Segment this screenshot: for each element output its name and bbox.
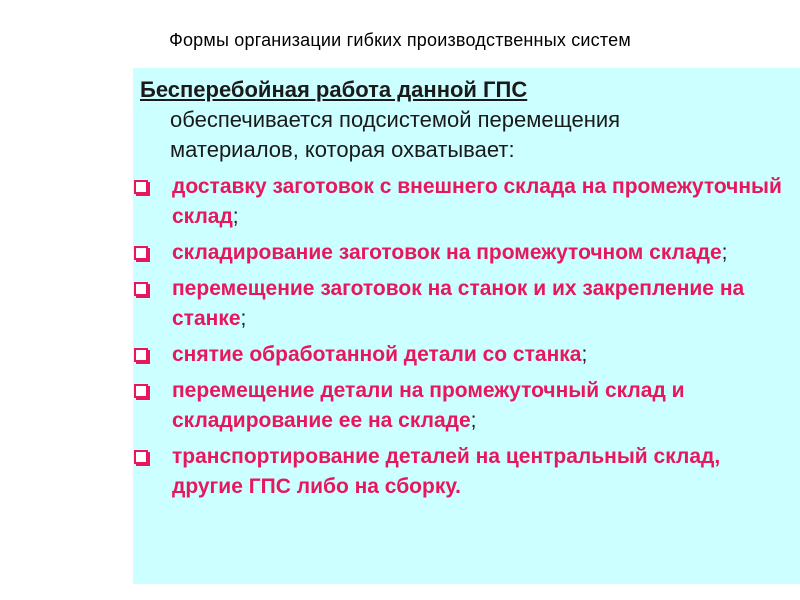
bullet-list [0,172,800,508]
list-item [0,172,800,232]
bullet-text: доставку заготовок с внешнего склада на промежуточный склад [172,175,782,228]
bullet-text: транспортирование деталей на центральный склад, другие ГПС либо на сборку. [172,445,721,498]
bullet-end: ; [470,409,477,432]
list-item [0,376,800,436]
list-item [0,442,800,502]
intro-heading: Бесперебойная работа данной ГПС [140,77,528,102]
bullet-end: ; [232,205,239,228]
checkbox-bullet-icon [134,384,148,398]
bullet-end: ; [721,241,728,264]
bullet-text: снятие обработанной детали со станка [172,343,582,366]
bullet-text: складирование заготовок на промежуточном складе [172,241,722,264]
list-item [0,340,800,370]
checkbox-bullet-icon [134,180,148,194]
bullet-text: перемещение заготовок на станок и их закрепление на станке [172,277,745,330]
checkbox-bullet-icon [134,246,148,260]
checkbox-bullet-icon [134,282,148,296]
checkbox-bullet-icon [134,348,148,362]
list-item [0,274,800,334]
bullet-end: ; [581,343,588,366]
bullet-end: ; [240,307,247,330]
bullet-text: перемещение детали на промежуточный склад и складирование ее на складе [172,379,685,432]
slide-title: Формы организации гибких производственных систем [169,30,631,50]
list-item [0,238,800,268]
intro-paragraph [140,75,740,165]
intro-text: обеспечивается подсистемой перемещения материалов, которая охватывает: [170,107,621,162]
checkbox-bullet-icon [134,450,148,464]
